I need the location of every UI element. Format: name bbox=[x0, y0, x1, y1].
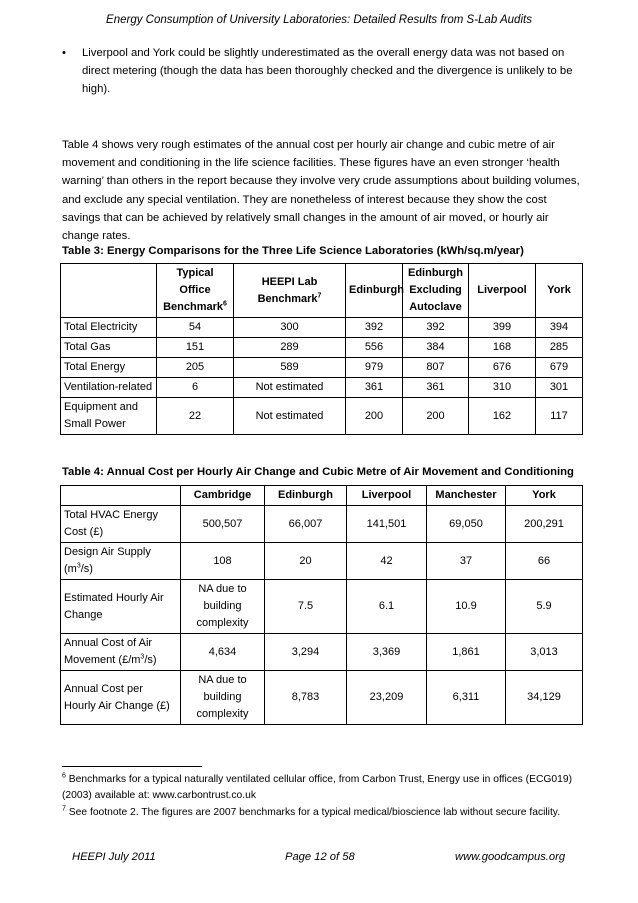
table-cell: NA due to building complexity bbox=[181, 671, 265, 725]
table-cell: 200 bbox=[403, 398, 469, 435]
row-label: Total Energy bbox=[61, 358, 157, 378]
table-cell: 69,050 bbox=[427, 506, 506, 543]
table4-header-liverpool: Liverpool bbox=[347, 486, 427, 506]
table-cell: 361 bbox=[346, 378, 403, 398]
table3-caption: Table 3: Energy Comparisons for the Three Life Science Laboratories (kWh/sq.m/year) bbox=[62, 245, 524, 257]
footer-left: HEEPI July 2011 bbox=[72, 851, 156, 863]
page-header: Energy Consumption of University Laboratories: Detailed Results from S-Lab Audits bbox=[106, 14, 532, 26]
table-cell: 589 bbox=[234, 358, 346, 378]
table-cell: 394 bbox=[536, 318, 583, 338]
table-cell: 42 bbox=[347, 543, 427, 580]
table3-header-edinburgh-excluding: Edinburgh Excluding Autoclave bbox=[403, 264, 469, 318]
table-cell: 285 bbox=[536, 338, 583, 358]
table-cell: Not estimated bbox=[234, 398, 346, 435]
row-label: Design Air Supply $(m^3/s)$ bbox=[61, 543, 181, 580]
table-row bbox=[61, 543, 583, 580]
table4-header-york: York bbox=[506, 486, 583, 506]
table-cell: 3,369 bbox=[347, 634, 427, 671]
row-label: Total Gas bbox=[61, 338, 157, 358]
bullet-icon: • bbox=[62, 47, 66, 59]
table-cell: 361 bbox=[403, 378, 469, 398]
table-row bbox=[61, 634, 583, 671]
table-row bbox=[61, 398, 583, 435]
table-cell: Not estimated bbox=[234, 378, 346, 398]
table4-caption: Table 4: Annual Cost per Hourly Air Change and Cubic Metre of Air Movement and Conditioning bbox=[62, 466, 574, 478]
row-label: Total HVAC Energy Cost (£) bbox=[61, 506, 181, 543]
footnote-mark: 6 bbox=[62, 772, 66, 780]
table-row bbox=[61, 506, 583, 543]
table-cell: 676 bbox=[469, 358, 536, 378]
table3-header-heepi: HEEPI Lab Benchmark$^7$ bbox=[234, 264, 346, 318]
table3-header-york: York bbox=[536, 264, 583, 318]
row-label: Ventilation-related bbox=[61, 378, 157, 398]
table-cell: 310 bbox=[469, 378, 536, 398]
table3 bbox=[60, 263, 583, 435]
table3-header-empty bbox=[61, 264, 157, 318]
table-cell: 6.1 bbox=[347, 580, 427, 634]
table-cell: 4,634 bbox=[181, 634, 265, 671]
row-label: Equipment and Small Power bbox=[61, 398, 157, 435]
table-row bbox=[61, 338, 583, 358]
row-label: Total Electricity bbox=[61, 318, 157, 338]
footnote-mark: 7 bbox=[62, 805, 66, 813]
row-label: Annual Cost per Hourly Air Change (£) bbox=[61, 671, 181, 725]
table-row bbox=[61, 318, 583, 338]
footnote-text: Benchmarks for a typical naturally ventilated cellular office, from Carbon Trust, Energy use in offices (ECG019) (2003) available at: www.carbontrust.co.uk bbox=[62, 774, 573, 801]
table-cell: 151 bbox=[157, 338, 234, 358]
table-row bbox=[61, 671, 583, 725]
footer-page-number: Page 12 of 58 bbox=[285, 851, 355, 863]
table3-header-row bbox=[61, 264, 583, 318]
table-cell: 6,311 bbox=[427, 671, 506, 725]
table-cell: 200,291 bbox=[506, 506, 583, 543]
table-cell: 399 bbox=[469, 318, 536, 338]
table-cell: 205 bbox=[157, 358, 234, 378]
footnote-divider bbox=[62, 766, 202, 767]
table-cell: 500,507 bbox=[181, 506, 265, 543]
bullet-item bbox=[62, 44, 582, 98]
row-label: Estimated Hourly Air Change bbox=[61, 580, 181, 634]
table-cell: 300 bbox=[234, 318, 346, 338]
footnote-7 bbox=[62, 805, 582, 821]
table3-header-edinburgh: Edinburgh bbox=[346, 264, 403, 318]
table4-header-edinburgh: Edinburgh bbox=[265, 486, 347, 506]
table-cell: 1,861 bbox=[427, 634, 506, 671]
table-cell: 23,209 bbox=[347, 671, 427, 725]
footnote-text: See footnote 2. The figures are 2007 benchmarks for a typical medical/bioscience lab without secure facility. bbox=[68, 807, 561, 818]
table-cell: 10.9 bbox=[427, 580, 506, 634]
table-cell: 66 bbox=[506, 543, 583, 580]
table-cell: 141,501 bbox=[347, 506, 427, 543]
table-cell: 168 bbox=[469, 338, 536, 358]
footer-website: www.goodcampus.org bbox=[455, 851, 566, 863]
table-cell: 7.5 bbox=[265, 580, 347, 634]
table-cell: 37 bbox=[427, 543, 506, 580]
table-cell: 384 bbox=[403, 338, 469, 358]
table-cell: 807 bbox=[403, 358, 469, 378]
body-paragraph: Table 4 shows very rough estimates of the annual cost per hourly air change and cubic metre of air movement and conditioning in the life science facilities. These figures have an even stronger ‘health warning’ than others in the report because they involve very crude assumptions about building volumes, and exclude any special ventilation. They are nonetheless of interest because they show the cost savings that can be achieved by relatively small changes in the amount of air moved, or hourly air change rates. bbox=[62, 139, 580, 243]
table-cell: 3,294 bbox=[265, 634, 347, 671]
table-cell: 556 bbox=[346, 338, 403, 358]
table-cell: 34,129 bbox=[506, 671, 583, 725]
table-cell: 22 bbox=[157, 398, 234, 435]
table-cell: 8,783 bbox=[265, 671, 347, 725]
table-cell: 289 bbox=[234, 338, 346, 358]
table3-header-liverpool: Liverpool bbox=[469, 264, 536, 318]
table-row bbox=[61, 358, 583, 378]
table-cell: 679 bbox=[536, 358, 583, 378]
table-cell: 54 bbox=[157, 318, 234, 338]
footnote-6 bbox=[62, 772, 582, 804]
row-label: Annual Cost of Air Movement $(£/m^3/s)$ bbox=[61, 634, 181, 671]
bullet-text: Liverpool and York could be slightly underestimated as the overall energy data was not based on direct metering (though the data has been thoroughly checked and the divergence is unlikely to be high). bbox=[82, 47, 573, 95]
table-cell: 66,007 bbox=[265, 506, 347, 543]
table4-header-row bbox=[61, 486, 583, 506]
table-cell: 117 bbox=[536, 398, 583, 435]
table-cell: 979 bbox=[346, 358, 403, 378]
table-row bbox=[61, 378, 583, 398]
table-cell: 5.9 bbox=[506, 580, 583, 634]
table4-header-cambridge: Cambridge bbox=[181, 486, 265, 506]
table4 bbox=[60, 485, 583, 725]
table3-header-typical-office: Typical Office Benchmark$^6$ bbox=[157, 264, 234, 318]
table4-header-empty bbox=[61, 486, 181, 506]
table-cell: 200 bbox=[346, 398, 403, 435]
table-cell: 20 bbox=[265, 543, 347, 580]
table-cell: 108 bbox=[181, 543, 265, 580]
table-cell: 392 bbox=[403, 318, 469, 338]
table-cell: 301 bbox=[536, 378, 583, 398]
table-cell: NA due to building complexity bbox=[181, 580, 265, 634]
table-row bbox=[61, 580, 583, 634]
table-cell: 6 bbox=[157, 378, 234, 398]
table-cell: 162 bbox=[469, 398, 536, 435]
table-cell: 3,013 bbox=[506, 634, 583, 671]
table4-header-manchester: Manchester bbox=[427, 486, 506, 506]
table-cell: 392 bbox=[346, 318, 403, 338]
